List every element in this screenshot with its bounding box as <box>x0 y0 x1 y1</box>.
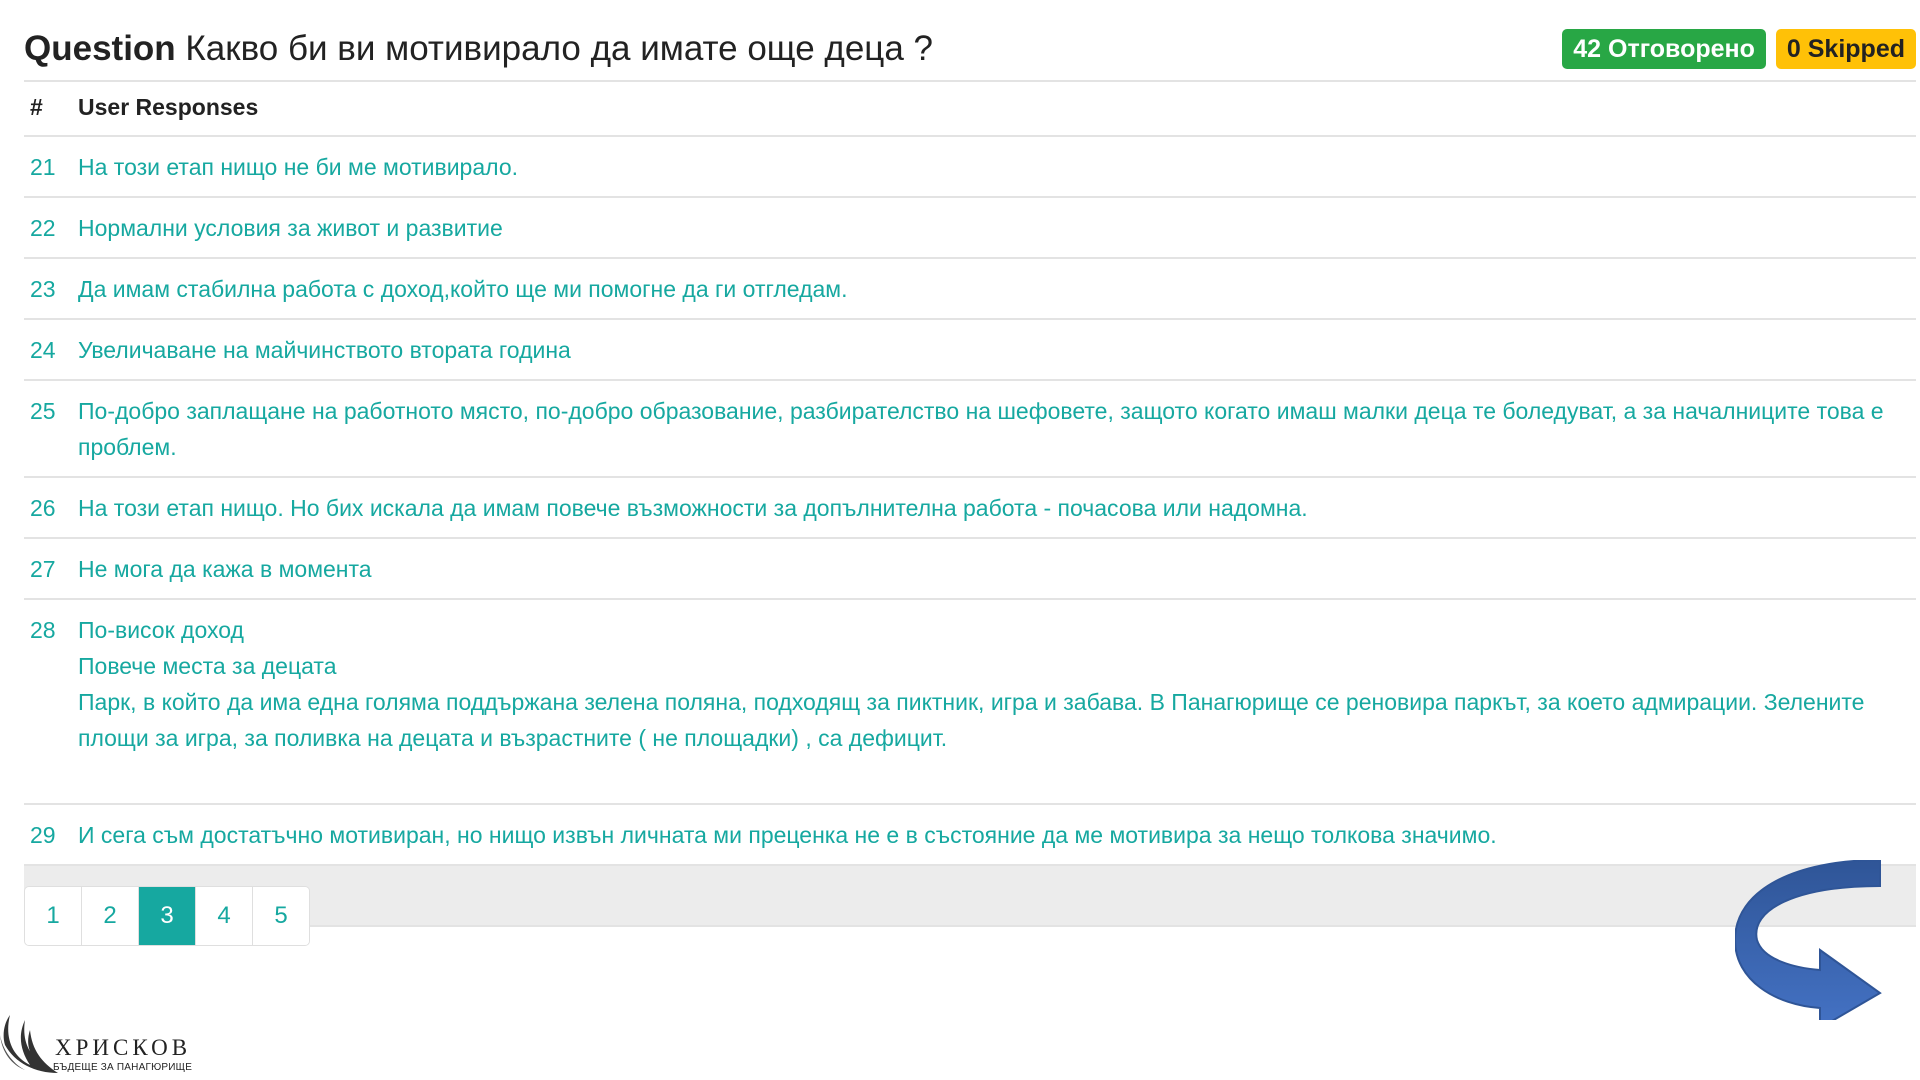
question-text: Какво би ви мотивирало да имате още деца ? <box>185 29 933 68</box>
response-line: Нормални условия за живот и развитие <box>78 215 503 241</box>
curved-arrow-icon <box>1735 860 1885 1020</box>
page-button-1[interactable]: 1 <box>25 887 82 945</box>
row-number: 26 <box>24 477 72 538</box>
pagination <box>24 886 310 946</box>
row-number: 22 <box>24 197 72 258</box>
page-button-2[interactable]: 2 <box>82 887 139 945</box>
row-response <box>72 865 1916 926</box>
response-line: По-висок доход <box>78 617 244 643</box>
row-response <box>72 477 1916 538</box>
table-row <box>24 380 1916 477</box>
table-row <box>24 197 1916 258</box>
table-row <box>24 477 1916 538</box>
table-row <box>24 804 1916 865</box>
skipped-badge: 0 Skipped <box>1776 29 1916 69</box>
response-line: По-добро заплащане на работното място, по-добро образование, разбирателство на шефовете, защото когато имаш малки деца те боледуват, а за началниците това е проблем. <box>78 398 1884 460</box>
table-header-row <box>24 82 1916 136</box>
row-number: 24 <box>24 319 72 380</box>
row-number: 28 <box>24 599 72 804</box>
response-line: Да имам стабилна работа с доход,който ще ми помогне да ги отгледам. <box>78 276 848 302</box>
page-button-4[interactable]: 4 <box>196 887 253 945</box>
row-number: 23 <box>24 258 72 319</box>
row-response <box>72 804 1916 865</box>
logo-name: ХРИСКОВ <box>55 1035 192 1060</box>
column-header-responses: User Responses <box>72 82 1916 136</box>
row-response <box>72 380 1916 477</box>
logo-tagline: БЪДЕЩЕ ЗА ПАНАГЮРИЩЕ <box>53 1062 193 1073</box>
responses-table <box>24 82 1916 927</box>
table-row <box>24 258 1916 319</box>
table-row <box>24 538 1916 599</box>
question-header <box>24 18 1916 80</box>
response-line: И сега съм достатъчно мотивиран, но нищо извън личната ми преценка не е в състояние да ме мотивира за нещо толкова значимо. <box>78 822 1497 848</box>
row-number: 25 <box>24 380 72 477</box>
table-row <box>24 136 1916 197</box>
response-line <box>78 878 1908 914</box>
question-label: Question <box>24 29 176 68</box>
page-button-3[interactable]: 3 <box>139 887 196 945</box>
answered-badge: 42 Отговорено <box>1562 29 1766 69</box>
response-line: Повече места за децата <box>78 653 337 679</box>
response-line: На този етап нищо. Но бих искала да имам повече възможности за допълнителна работа - почасова или надомна. <box>78 495 1308 521</box>
column-header-num: # <box>24 82 72 136</box>
row-response <box>72 538 1916 599</box>
row-number: 29 <box>24 804 72 865</box>
page-button-5[interactable]: 5 <box>253 887 309 945</box>
row-response <box>72 258 1916 319</box>
row-number: 27 <box>24 538 72 599</box>
table-row <box>24 599 1916 804</box>
response-line: Не мога да кажа в момента <box>78 556 372 582</box>
response-line: Парк, в който да има една голяма поддържана зелена поляна, подходящ за пиктник, игра и забава. В Панагюрище се реновира паркът, за което адмирации. Зелените площи за игра, за поливка на децата и възрастните ( не площадки) , са дефицит. <box>78 689 1865 751</box>
row-response <box>72 197 1916 258</box>
table-row <box>24 319 1916 380</box>
row-response <box>72 319 1916 380</box>
response-line: Увеличаване на майчинството втората година <box>78 337 571 363</box>
table-body <box>24 136 1916 926</box>
response-line: На този етап нищо не би ме мотивирало. <box>78 154 518 180</box>
row-response <box>72 136 1916 197</box>
badge-group <box>1562 29 1916 69</box>
row-response <box>72 599 1916 804</box>
question-title <box>24 29 933 69</box>
row-number: 21 <box>24 136 72 197</box>
response-line <box>78 756 1908 792</box>
